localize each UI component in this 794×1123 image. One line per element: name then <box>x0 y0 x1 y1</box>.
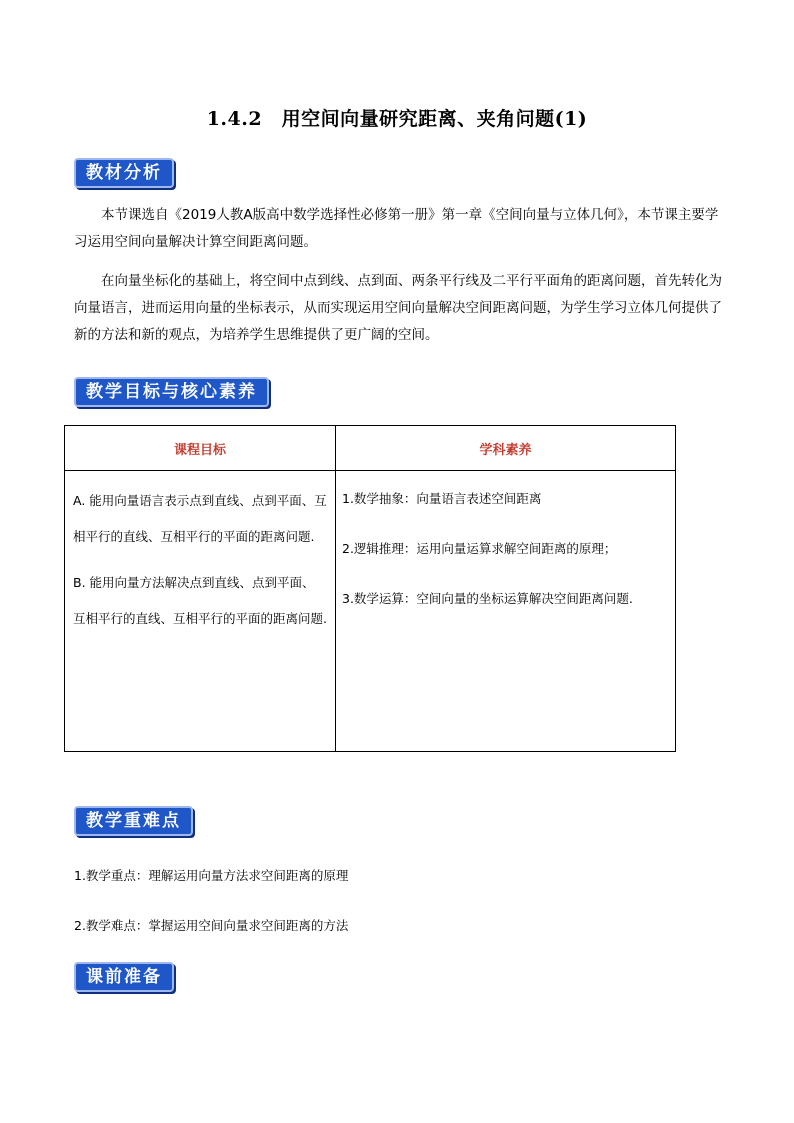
course-goals-cell <box>65 471 336 752</box>
section-badge-objectives: 教学目标与核心素养 <box>74 377 269 407</box>
section-badge-preparation: 课前准备 <box>74 962 174 992</box>
literacy-item-3: 3.数学运算：空间向量的坐标运算解决空间距离问题. <box>342 591 633 606</box>
objectives-table <box>64 425 676 752</box>
goal-item-a: A. 能用向量语言表示点到直线、点到平面、互相平行的直线、互相平行的平面的距离问题. <box>73 493 327 544</box>
goal-item-b: B. 能用向量方法解决点到直线、点到平面、互相平行的直线、互相平行的平面的距离问题. <box>73 575 327 626</box>
header-subject-literacy: 学科素养 <box>336 426 676 471</box>
section-badge-analysis: 教材分析 <box>74 158 174 188</box>
section-badge-difficulties: 教学重难点 <box>74 806 193 836</box>
header-course-goals: 课程目标 <box>65 426 336 471</box>
table-row <box>65 471 676 752</box>
analysis-paragraph-2: 在向量坐标化的基础上，将空间中点到线、点到面、两条平行线及二平行平面角的距离问题，首先转化为向量语言，进而运用向量的坐标表示，从而实现运用空间向量解决空间距离问题，为学生学习立体几何提供了新的方法和新的观点，为培养学生思维提供了更广阔的空间。 <box>74 273 722 343</box>
page-title: 1.4.2 用空间向量研究距离、夹角问题(1) <box>206 108 588 130</box>
key-point-emphasis: 1.教学重点：理解运用向量方法求空间距离的原理 <box>74 868 349 883</box>
literacy-item-2: 2.逻辑推理：运用向量运算求解空间距离的原理； <box>342 541 617 556</box>
analysis-paragraph-1: 本节课选自《2019人教A版高中数学选择性必修第一册》第一章《空间向量与立体几何》，本节课主要学习运用空间向量解决计算空间距离问题。 <box>74 207 719 250</box>
literacy-cell <box>336 471 676 752</box>
literacy-item-1: 1.数学抽象：向量语言表述空间距离 <box>342 491 542 506</box>
table-header-row <box>65 426 676 471</box>
key-point-difficulty: 2.教学难点：掌握运用空间向量求空间距离的方法 <box>74 918 349 933</box>
